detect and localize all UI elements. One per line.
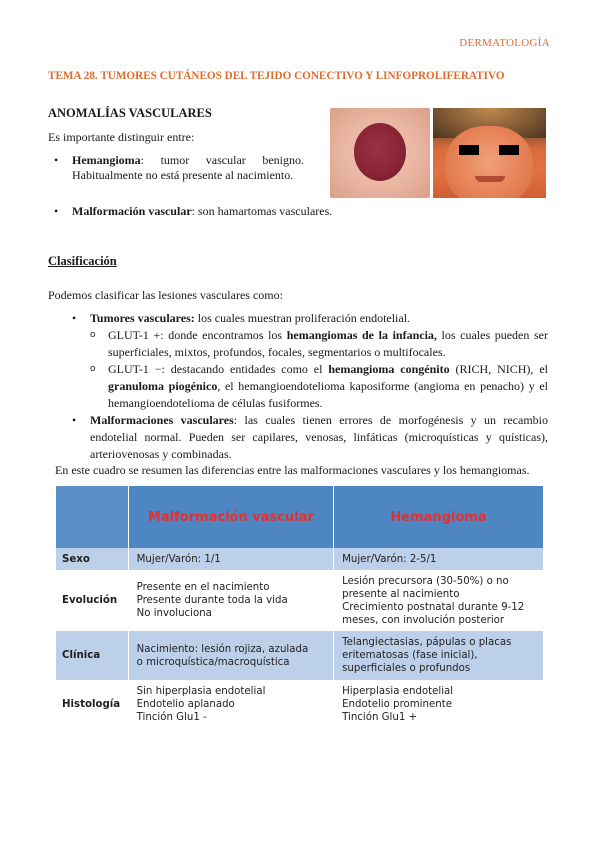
cell-line: eritematosas (fase inicial), — [342, 650, 478, 661]
bullet-icon: • — [72, 413, 77, 427]
text-hemangioma: : tumor vascular benigno. Habitualmente no está presente al nacimiento. — [72, 153, 304, 182]
cell-line: Tinción Glu1 - — [136, 711, 207, 723]
table-cell — [334, 570, 544, 631]
term-tumores: Tumores vasculares: — [90, 311, 195, 325]
sub-item-glut-pos — [90, 327, 548, 361]
text-tumores: los cuales muestran proliferación endotelial. — [194, 311, 411, 325]
list-item-malformacion — [54, 204, 392, 219]
section-header: DERMATOLOGÍA — [459, 37, 550, 49]
vascular-lesion-shape — [354, 123, 406, 181]
list-item-tumores — [72, 310, 548, 327]
vascular-anomalies-title: ANOMALÍAS VASCULARES — [48, 106, 212, 120]
glut-neg-bold1: hemangioma congénito — [328, 362, 450, 376]
glut-pos-pre: GLUT-1 +: donde encontramos los — [108, 328, 287, 342]
cell-line: o microquística/macroquística — [136, 656, 290, 668]
list-item-malformaciones — [72, 412, 548, 463]
patient-face-photo — [433, 108, 546, 198]
cell-line: presente al nacimiento — [342, 588, 460, 600]
row-label: Histología — [56, 680, 128, 728]
cell-line: Telangiectasias, pápulas o placas — [342, 637, 512, 648]
vascular-anomalies-intro: Es importante distinguir entre: — [48, 130, 195, 144]
glut-pos-post: los cuales pueden ser superficiales, mixtos, profundos, focales, segmentarios o multifocales. — [108, 328, 548, 359]
cell-line: Mujer/Varón: 2-5/1 — [342, 553, 437, 565]
glut-neg-mid: (RICH, NICH), el — [449, 362, 548, 376]
cell-line: superficiales o profundos — [342, 663, 471, 674]
face-shape — [445, 126, 533, 198]
hemangioma-photo — [330, 108, 430, 198]
cell-line: Presente en el nacimiento — [136, 582, 270, 593]
bullet-icon: • — [72, 311, 77, 325]
table-cell — [334, 680, 544, 728]
cell-line: Presente durante toda la vida — [136, 595, 288, 606]
table-row — [56, 680, 544, 728]
table-cell — [128, 631, 333, 680]
glut-neg-post: , el hemangioendotelioma kaposiforme (angioma en penacho) y el hemangioendotelioma de células fusiformes. — [108, 379, 548, 410]
circle-bullet-icon: o — [90, 364, 96, 374]
table-cell — [128, 548, 333, 570]
cell-line: Hiperplasia endotelial — [342, 685, 454, 697]
cell-line: Mujer/Varón: 1/1 — [136, 553, 221, 565]
comparison-table — [56, 486, 544, 728]
list-item-hemangioma — [54, 153, 304, 183]
term-hemangioma: Hemangioma — [72, 153, 141, 167]
text-malformaciones: : las cuales tienen errores de morfogénesis y un recambio endotelial normal. Pueden ser capilares, venosas, linfáticas (microquísticas y quísticas), arteriovenosas y combinadas. — [90, 413, 548, 461]
topic-title: TEMA 28. TUMORES CUTÁNEOS DEL TEJIDO CONECTIVO Y LINFOPROLIFERATIVO — [48, 70, 505, 82]
cell-line: Endotelio prominente — [342, 698, 452, 710]
mouth-shape — [475, 176, 505, 182]
row-label: Evolución — [56, 570, 128, 631]
table-row — [56, 548, 544, 570]
row-label: Clínica — [56, 631, 128, 680]
table-cell — [128, 570, 333, 631]
table-cell — [334, 631, 544, 680]
table-header-row — [56, 486, 544, 548]
eye-censor-bar — [499, 145, 519, 155]
classification-title: Clasificación — [48, 254, 117, 268]
table-row — [56, 631, 544, 680]
glut-pos-bold: hemangiomas de la infancia, — [286, 328, 437, 342]
cell-line: Tinción Glu1 + — [342, 711, 418, 723]
cell-line: Lesión precursora (30-50%) o no — [342, 575, 509, 587]
glut-neg-pre: GLUT-1 −: destacando entidades como el — [108, 362, 329, 376]
row-label: Sexo — [56, 548, 128, 570]
cell-line: Crecimiento postnatal durante 9-12 — [342, 601, 525, 613]
glut-neg-bold2: granuloma piogénico — [108, 379, 218, 393]
classification-intro: Podemos clasificar las lesiones vasculares como: — [48, 288, 283, 302]
cell-line: meses, con involución posterior — [342, 614, 505, 626]
cell-line: No involuciona — [136, 608, 212, 619]
table-cell — [128, 680, 333, 728]
table-row — [56, 570, 544, 631]
bullet-icon: • — [54, 153, 59, 167]
table-cell — [334, 548, 544, 570]
header-hemangioma: Hemangioma — [334, 486, 544, 548]
bullet-icon: • — [54, 204, 59, 218]
eye-censor-bar — [459, 145, 479, 155]
cell-line: Endotelio aplanado — [136, 698, 235, 710]
header-malformacion: Malformación vascular — [128, 486, 333, 548]
cell-line: Sin hiperplasia endotelial — [136, 685, 266, 697]
term-malformaciones: Malformaciones vasculares — [90, 413, 234, 427]
table-corner-cell — [56, 486, 128, 548]
cell-line: Nacimiento: lesión rojiza, azulada — [136, 643, 309, 655]
summary-text: En este cuadro se resumen las diferencias entre las malformaciones vasculares y los hemangiomas. — [55, 463, 530, 477]
circle-bullet-icon: o — [90, 330, 96, 340]
classification-list — [72, 310, 548, 463]
sub-item-glut-neg — [90, 361, 548, 412]
text-malformacion: : son hamartomas vasculares. — [191, 204, 333, 218]
term-malformacion: Malformación vascular — [72, 204, 192, 218]
